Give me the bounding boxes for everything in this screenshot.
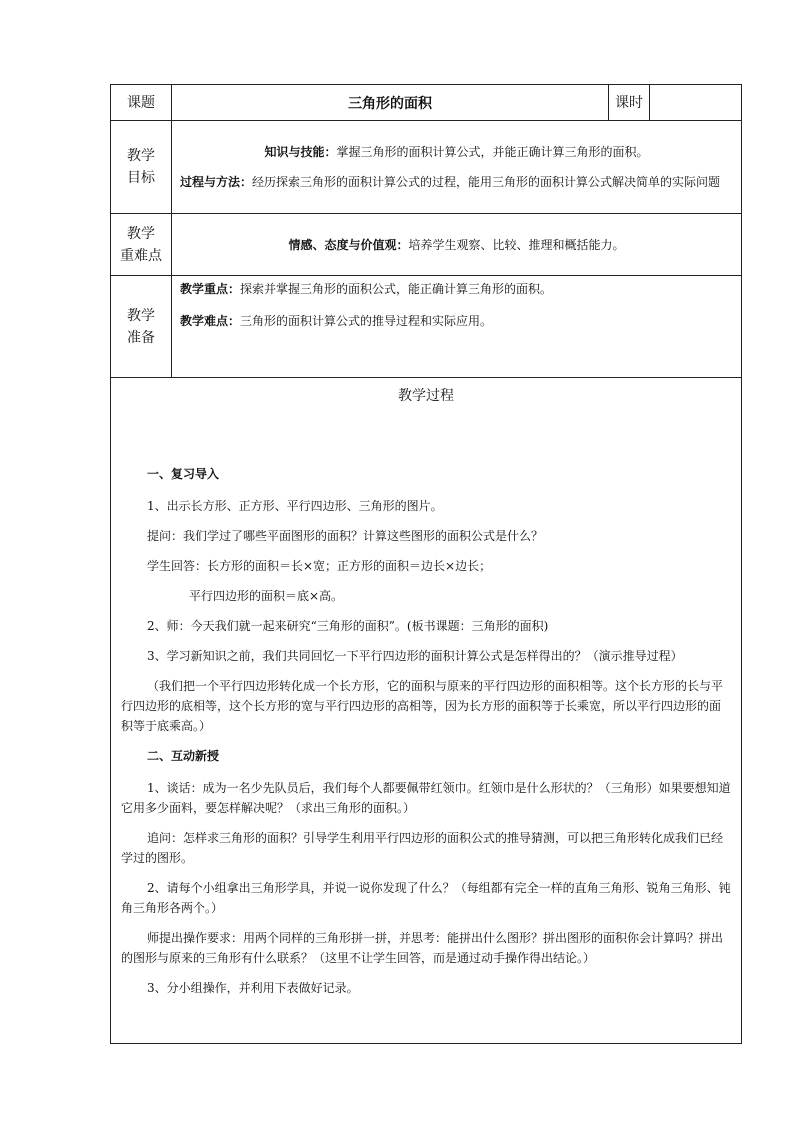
- lesson-plan-table: [110, 84, 742, 1044]
- objective-knowledge: [180, 142, 733, 162]
- process-content: [111, 378, 742, 1044]
- period-label: 课时: [609, 85, 650, 121]
- keypoints-row: [111, 214, 742, 276]
- topic-title: 三角形的面积: [172, 85, 609, 121]
- objectives-label-line1: 教学: [127, 148, 155, 164]
- process-p6: 3、学习新知识之前，我们共同回忆一下平行四边形的面积计算公式是怎样得出的？（演示推导过程）: [147, 649, 683, 663]
- keypoints-label-line1: 教学: [127, 225, 155, 242]
- process-p3: 学生回答：长方形的面积＝长×宽；正方形的面积＝边长×边长；: [147, 559, 492, 573]
- objective-knowledge-text: 掌握三角形的面积计算公式，并能正确计算三角形的面积。: [336, 145, 649, 159]
- keypoints-content: [172, 214, 742, 276]
- process-p5: 2、师：今天我们就一起来研究“三角形的面积”。(板书课题：三角形的面积): [147, 619, 549, 633]
- objective-knowledge-key: 知识与技能：: [264, 145, 337, 159]
- process-p10: 2、请每个小组拿出三角形学具，并说一说你发现了什么？（每组都有完全一样的直角三角形、锐角三角形、钝角三角形各两个。）: [121, 881, 731, 915]
- objective-process-text: 经历探索三角形的面积计算公式的过程，能用三角形的面积计算公式解决简单的实际问题: [252, 175, 721, 189]
- teaching-focus-text: 探索并掌握三角形的面积公式，能正确计算三角形的面积。: [240, 282, 553, 296]
- preparation-label: [111, 276, 172, 378]
- process-row: [111, 378, 742, 1044]
- teaching-difficulty-key: 教学难点：: [180, 314, 241, 328]
- teaching-focus: [180, 279, 733, 299]
- process-p2: 提问：我们学过了哪些平面图形的面积？计算这些图形的面积公式是什么？: [147, 529, 544, 543]
- process-p8: 1、谈话：成为一名少先队员后，我们每个人都要佩带红领巾。红领巾是什么形状的？（三角形）如果要想知道它用多少面料，要怎样解决呢？（求出三角形的面积。）: [121, 781, 731, 815]
- header-row: [111, 85, 742, 121]
- keypoints-label-line2: 重难点: [120, 247, 162, 264]
- preparation-label-line1: 教学: [127, 307, 155, 324]
- process-p4: 平行四边形的面积＝底×高。: [189, 589, 344, 603]
- process-p1: 1、出示长方形、正方形、平行四边形、三角形的图片。: [147, 499, 443, 513]
- period-value: [650, 85, 742, 121]
- objectives-label: [111, 121, 172, 214]
- topic-label: 课题: [111, 85, 172, 121]
- keypoints-text: 培养学生观察、比较、推理和概括能力。: [408, 237, 625, 252]
- preparation-row: [111, 276, 742, 378]
- preparation-label-line2: 准备: [127, 329, 155, 346]
- objectives-label-line2: 目标: [127, 170, 155, 186]
- process-title: 教学过程: [398, 388, 454, 404]
- objective-process-key: 过程与方法：: [180, 175, 253, 189]
- teaching-difficulty: [180, 311, 733, 331]
- teaching-difficulty-text: 三角形的面积计算公式的推导过程和实际应用。: [240, 314, 493, 328]
- process-p11: 师提出操作要求：用两个同样的三角形拼一拼，并思考：能拼出什么图形？拼出图形的面积你会计算吗？拼出的图形与原来的三角形有什么联系？（这里不让学生回答，而是通过动手操作得出结论。）: [121, 931, 724, 965]
- objective-process: [180, 172, 733, 192]
- process-p12: 3、分小组操作，并利用下表做好记录。: [147, 981, 359, 995]
- section-review: 一、复习导入: [147, 467, 220, 481]
- teaching-focus-key: 教学重点：: [180, 282, 241, 296]
- preparation-content: [172, 276, 742, 378]
- objectives-content: [172, 121, 742, 214]
- section-interactive: 二、互动新授: [147, 749, 220, 763]
- keypoints-label: [111, 214, 172, 276]
- objectives-row: [111, 121, 742, 214]
- process-p7: （我们把一个平行四边形转化成一个长方形，它的面积与原来的平行四边形的面积相等。这个长方形的长与平行四边形的底相等，这个长方形的宽与平行四边形的高相等，因为长方形的面积等于长乘宽，所以平行四边形的面积等于底乘高。）: [121, 679, 724, 733]
- keypoints-key: 情感、态度与价值观：: [288, 237, 409, 252]
- process-p9: 追问：怎样求三角形的面积？引导学生利用平行四边形的面积公式的推导猜测，可以把三角形转化成我们已经学过的图形。: [121, 831, 724, 865]
